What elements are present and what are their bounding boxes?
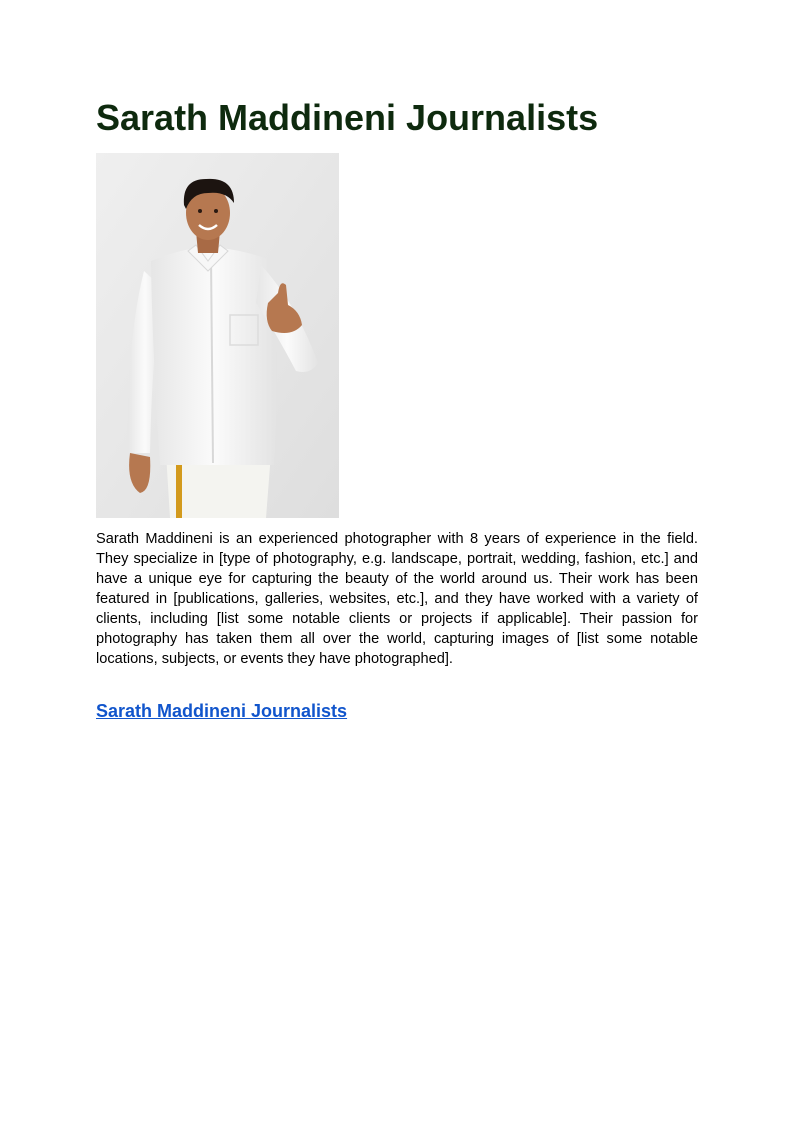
page-title: Sarath Maddineni Journalists — [96, 97, 599, 138]
journalists-link[interactable]: Sarath Maddineni Journalists — [96, 701, 348, 721]
bio-paragraph: Sarath Maddineni is an experienced photographer with 8 years of experience in the field. They specialize in [type of photography, e.g. landscape, portrait, wedding, fashion, etc.] and have a unique eye for capturing the beauty of the world around us. Their work has been featured in [publications, galleries, websites, etc.], and they have worked with a variety of clients, including [list some notable clients or projects if applicable]. Their passion for photography has taken them all over the world, capturing images of [list some notable locations, subjects, or events they have photographed]. — [96, 531, 698, 667]
portrait-photo — [96, 153, 339, 518]
